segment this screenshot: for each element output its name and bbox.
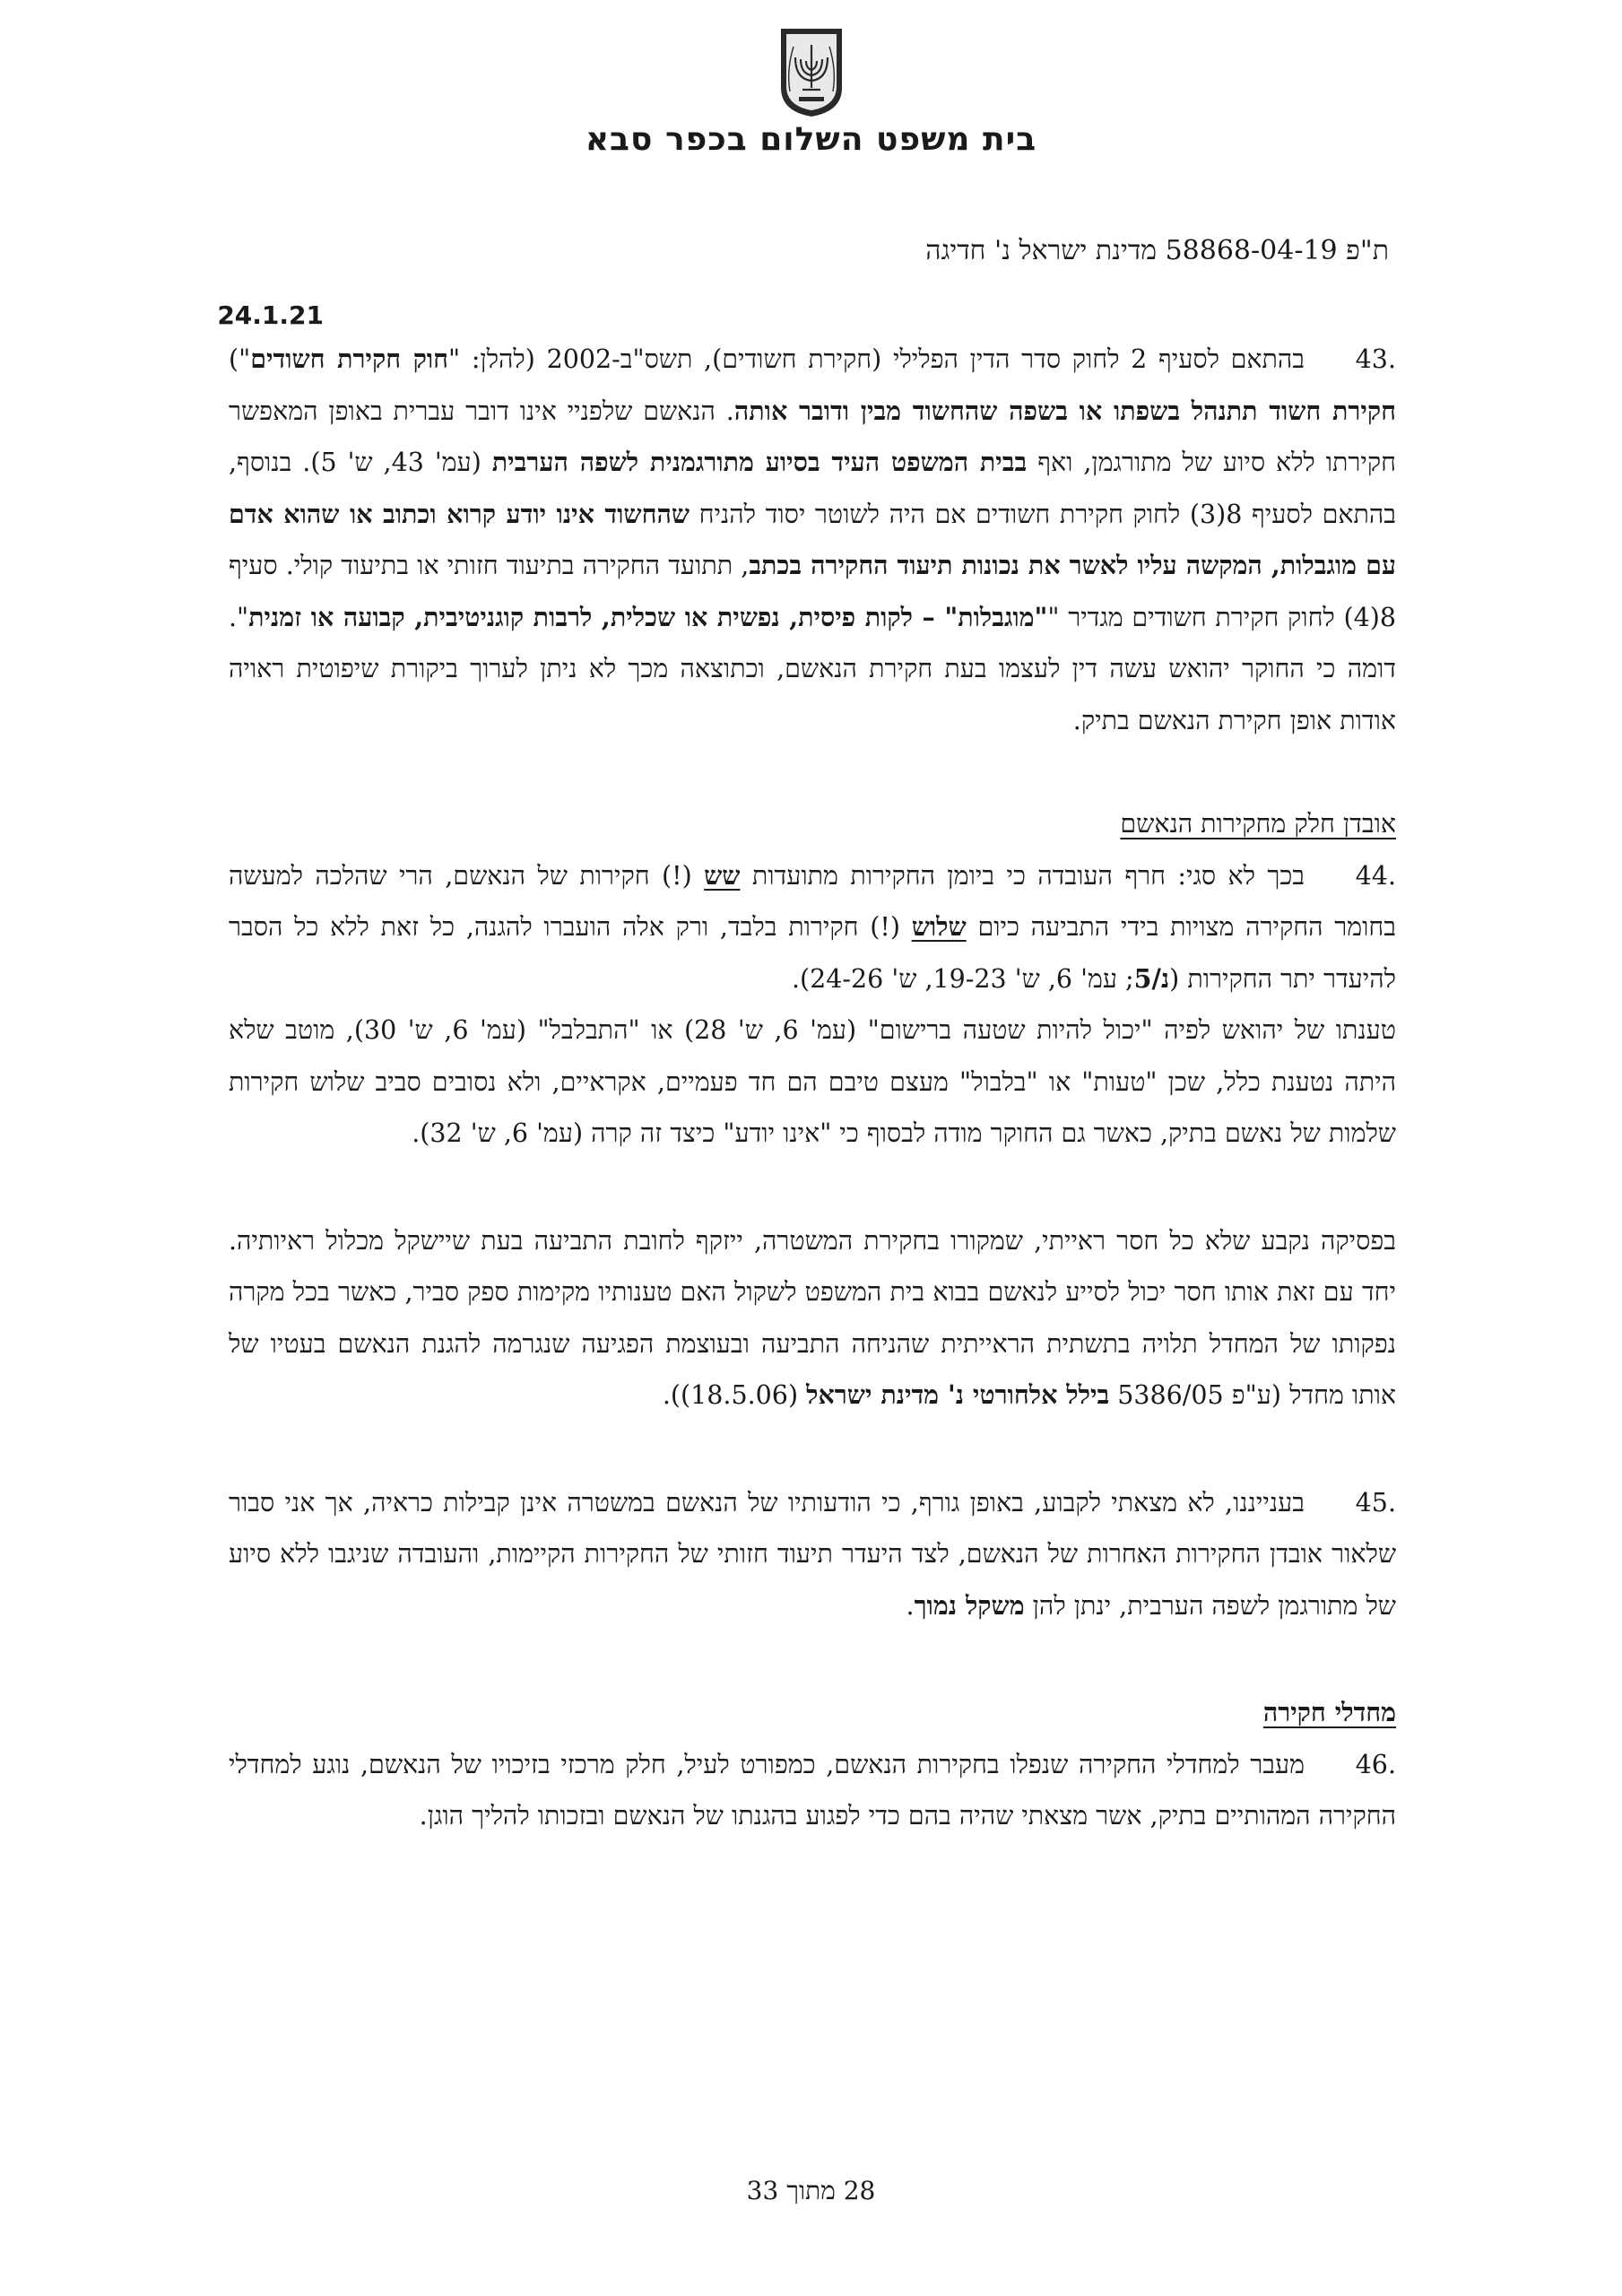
emphasis: "מוגבלות" – לקות פיסית, נפשית או שכלית, לרבות קוגניטיבית, קבועה או זמנית (248, 601, 1048, 632)
emphasis: בבית המשפט העיד בסיוע מתורגמנית לשפה הערבית (491, 447, 1028, 477)
paragraph-ruling: בפסיקה נקבע שלא כל חסר ראייתי, שמקורו בחקירת המשטרה, ייזקף לחובת התביעה בעת שיישקל מכלול ראיותיה. יחד עם זאת אותו חסר יכול לסייע לנאשם בבוא בית המשפט לשקול האם טענותיו מקימות ספק סביר, כאשר בכל מקרה נפקותו של המחדל תלויה בתשתית הראייתית שהניחה התביעה ובעוצמת הפגיעה שנגרמה להגנת הנאשם בעטיו של אותו מחדל (ע"פ 5386/05 בילל אלחורטי נ' מדינת ישראל (18.5.06)). (229, 1225, 1396, 1410)
paragraph-44: .44בכך לא סגי: חרף העובדה כי ביומן החקירות מתועדות שש (!) חקירות של הנאשם, הרי שהלכה למעשה בחומר החקירה מצויות בידי התביעה כיום שלוש (!) חקירות בלבד, ורק אלה הועברו להגנה, כל זאת ללא כל הסבר להיעדר יתר החקירות (נ/5; עמ' 6, ש' 19-23, ש' 24-26). (229, 850, 1396, 1005)
case-citation: בילל אלחורטי נ' מדינת ישראל (806, 1379, 1110, 1410)
paragraph-number: .46 (1355, 1749, 1396, 1779)
document-date: 24.1.21 (217, 300, 324, 330)
paragraph-43: .43בהתאם לסעיף 2 לחוק סדר הדין הפלילי (חקירת חשודים), תשס"ב-2002 (להלן: "חוק חקירת חשודים") חקירת חשוד תתנהל בשפתו או בשפה שהחשוד מבין ודובר אותה. הנאשם שלפניי אינו דובר עברית באופן המאפשר חקירתו ללא סיוע של מתורגמן, ואף בבית המשפט העיד בסיוע מתורגמנית לשפה הערבית (עמ' 43, ש' 5). בנוסף, בהתאם לסעיף 8(3) לחוק חקירת חשודים אם היה לשוטר יסוד להניח שהחשוד אינו יודע קרוא וכתוב או שהוא אדם עם מוגבלות, המקשה עליו לאשר את נכונות תיעוד החקירה בכתב, תתועד החקירה בתיעוד חזותי או בתיעוד קולי. סעיף 8(4) לחוק חקירת חשודים מגדיר ""מוגבלות" – לקות פיסית, נפשית או שכלית, לרבות קוגניטיבית, קבועה או זמנית". דומה כי החוקר יהואש עשה דין לעצמו בעת חקירת הנאשם, וכתוצאה מכך לא ניתן לערוך ביקורת שיפוטית ראויה אודות אופן חקירת הנאשם בתיק. (229, 334, 1396, 746)
emphasis: שהחשוד אינו יודע קרוא וכתוב או שהוא אדם עם מוגבלות, המקשה עליו לאשר את נכונות תיעוד החקירה בכתב (229, 498, 1396, 580)
paragraph-number: .45 (1355, 1487, 1396, 1518)
paragraph-number: .43 (1355, 344, 1396, 374)
emphasis: חקירת חשוד תתנהל בשפתו או בשפה שהחשוד מבין ודובר אותה (733, 395, 1396, 426)
emphasis: שלוש (911, 911, 967, 942)
emphasis: שש (704, 859, 741, 891)
section-heading-failures: מחדלי חקירה (1262, 1697, 1396, 1727)
case-number-line: ת"פ 58868-04-19 מדינת ישראל נ' חדיגה (925, 235, 1389, 266)
defined-term: חוק חקירת חשודים (250, 344, 449, 374)
paragraph-45: .45בענייננו, לא מצאתי לקבוע, באופן גורף, כי הודעותיו של הנאשם במשטרה אינן קבילות כראיה, אך אני סבור שלאור אובדן החקירות האחרות של הנאשם, לצד היעדר תיעוד חזותי של החקירות הקיימות, והעובדה שניגבו ללא סיוע של מתורגמן לשפה הערבית, ינתן להן משקל נמוך. (229, 1477, 1396, 1632)
exhibit-reference: נ/5 (1133, 962, 1170, 994)
paragraph-46: .46מעבר למחדלי החקירה שנפלו בחקירות הנאשם, כמפורט לעיל, חלק מרכזי בזיכויו של הנאשם, נוגע למחדלי החקירה המהותיים בתיק, אשר מצאתי שהיה בהם כדי לפגוע בהגנתו של הנאשם ובזכותו להליך הוגן. (229, 1739, 1396, 1842)
court-name: בית משפט השלום בכפר סבא (585, 121, 1037, 158)
state-of-israel-emblem-icon (776, 25, 847, 118)
paragraph-44-continuation: טענתו של יהואש לפיה "יכול להיות שטעה ברישום" (עמ' 6, ש' 28) או "התבלבל" (עמ' 6, ש' 30), מוטב שלא היתה נטענת כלל, שכן "טעות" או "בלבול" מעצם טיבם הם חד פעמיים, אקראיים, ולא נסובים סביב שלוש חקירות שלמות של נאשם בתיק, כאשר גם החוקר מודה לבסוף כי "אינו יודע" כיצד זה קרה (עמ' 6, ש' 32). (229, 1015, 1396, 1148)
paragraph-number: .44 (1355, 860, 1396, 891)
body-text (229, 334, 1396, 1842)
page-number: 28 מתוך 33 (746, 2176, 876, 2205)
section-heading-loss: אובדן חלק מחקירות הנאשם (1120, 809, 1396, 839)
emphasis: משקל נמוך (914, 1589, 1025, 1621)
